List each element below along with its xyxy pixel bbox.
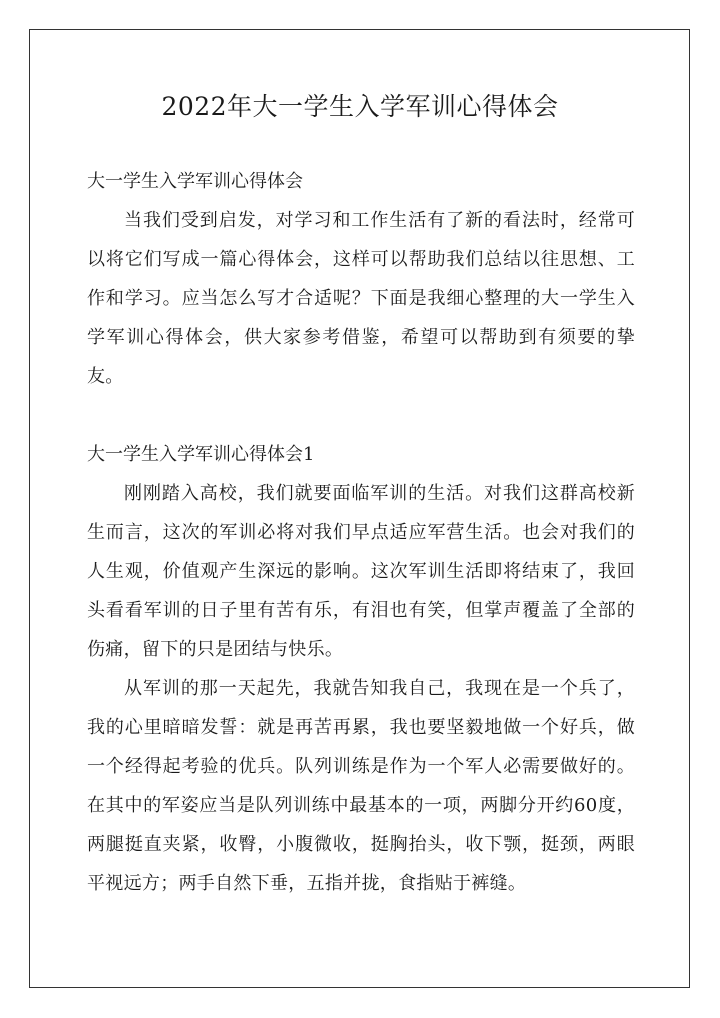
section-1-heading: 大一学生入学军训心得体会1 (87, 444, 315, 465)
document-title: 2022年大一学生入学军训心得体会 (161, 92, 559, 121)
section-1-paragraph-2: 从军训的那一天起先，我就告知我自己，我现在是一个兵了，我的心里暗暗发誓：就是再苦再累，我也要坚毅地做一个好兵，做一个经得起考验的优兵。队列训练是作为一个军人必需要做好的。在其中的军姿应当是队列训练中最基本的一项，两脚分开约60度，两腿挺直夹紧，收臀，小腹微收，挺胸抬头，收下颚，挺颈，两眼平视远方；两手自然下垂，五指并拢，食指贴于裤缝。 (87, 678, 635, 894)
intro-paragraph: 当我们受到启发，对学习和工作生活有了新的看法时，经常可以将它们写成一篇心得体会，这样可以帮助我们总结以往思想、工作和学习。应当怎么写才合适呢？下面是我细心整理的大一学生入学军训心得体会，供大家参考借鉴，希望可以帮助到有须要的挚友。 (87, 210, 635, 387)
section-1-paragraph-1: 刚刚踏入高校，我们就要面临军训的生活。对我们这群高校新生而言，这次的军训必将对我们早点适应军营生活。也会对我们的人生观，价值观产生深远的影响。这次军训生活即将结束了，我回头看看军训的日子里有苦有乐，有泪也有笑，但掌声覆盖了全部的伤痛，留下的只是团结与快乐。 (87, 483, 635, 660)
intro-heading: 大一学生入学军训心得体会 (87, 171, 303, 192)
section-spacer (87, 396, 635, 435)
document-body (87, 162, 635, 903)
